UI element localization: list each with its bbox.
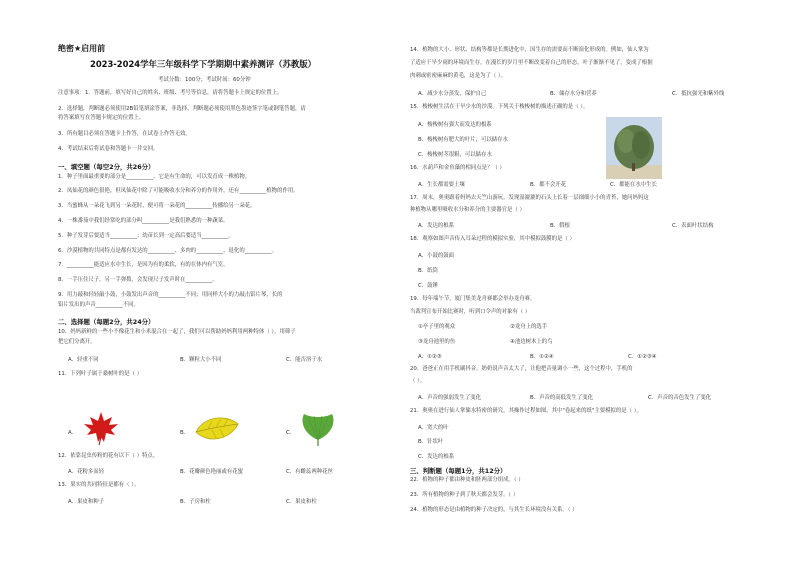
option-c[interactable]: C．表面叶状结构 <box>672 223 714 229</box>
option-c[interactable]: C．发达的根系 <box>418 454 455 460</box>
option-c[interactable]: C．抵抗强光和紫外线 <box>672 91 725 97</box>
question-line: （ ）。 <box>410 378 426 384</box>
question-line: 13．果实的共同特征是都有（ ）。 <box>58 482 140 488</box>
option-b[interactable]: B． <box>180 430 190 436</box>
question-line: 20．爸爸正在用手机刷抖音，奶奶说声音太大了，让他把音量调小一些，这个过程中，手机的 <box>410 366 633 372</box>
option-c[interactable]: C．声音的音色发生了变化 <box>648 395 712 401</box>
question-line: 24．植物的形态是由植物的种子决定的，与其生长环境没有关系。（ ） <box>410 507 578 513</box>
question-line: 14．植物的大小、形状、结构等都是长期进化中，因生存的需要而不断演化形成的。例如，仙人掌为 <box>410 47 649 53</box>
section-title-judge: 三、判断题（每题1分，共12分） <box>410 467 507 475</box>
option-a[interactable]: A．轻重不同 <box>68 357 99 363</box>
option-b[interactable]: B．花瓣颜色艳丽或有花蜜 <box>180 469 243 475</box>
exam-title: 2023-2024学年三年级科学下学期期中素养测评（苏教版） <box>90 59 316 69</box>
option-c[interactable]: C．有雌蕊两种花丝 <box>286 469 333 475</box>
question-line: 2．凤仙花的颜色很艳，但凤仙花中除了可能吸收水分和养分的作用外，还有__________植物的作用。 <box>58 188 299 194</box>
option-b[interactable]: B．储存水分和营养 <box>550 91 597 97</box>
question-line: 了适应干旱少雨的环境而生存，在漫长的岁月里不断改变着自己的形态，叶子渐渐不见了，变成了根据 <box>410 60 653 66</box>
question-line: 1．种子里面最重要的部分是__________，它是有生命的，可以发育成一株植物。 <box>58 174 251 180</box>
question-line: 16．水葫芦和金鱼藻的相同点是？（ ） <box>410 165 505 171</box>
secret-mark: 绝密★启用前 <box>58 44 106 53</box>
question-line: 21．奥奥在进行仙人掌储水特密的研究，其操作过程如图，其中"卷起来的纸"主要模拟的是（ ）。 <box>410 408 642 414</box>
question-line: 19．每年端午节，厦门集美龙舟赛都会举办龙舟赛， <box>410 296 536 302</box>
option-a[interactable]: A．生长都需要土壤 <box>418 182 465 188</box>
option-a[interactable]: A．声音的强弱发生了变化 <box>418 395 481 401</box>
saxaul-tree-image <box>606 117 662 179</box>
question-line: 17．周末，奥奥跟着妈妈去天竺山游玩，发现湿漉漉的石头上长着一层细细小小的青苔，她问妈妈这 <box>410 195 649 201</box>
option-b[interactable]: B．针状叶 <box>418 439 444 445</box>
option-c[interactable]: C．都能在水中生长 <box>610 182 657 188</box>
question-line: 18．观察如图声音传入耳朵过程的模拟实验，其中模拟鼓膜的是（ ） <box>410 236 575 242</box>
question-line: 4．一株番茄中我们经常吃的部分叫__________是我们熟悉的一种蔬菜。 <box>58 218 229 224</box>
question-line: 7．__________能适应水中生长，是因为有的柔软，有的在体内有气室。 <box>58 262 229 268</box>
question-line: 10．妈妈新鲜的一些小不像花生和小米混合在一起了，我们可以帮助妈妈利用两种特体（ ），用筛子 <box>58 329 296 335</box>
yellow-leaf-icon <box>194 414 240 444</box>
statement-item: ③龙舟池里的鱼 <box>418 339 456 345</box>
option-b[interactable]: B．声音的高低发生了变化 <box>530 395 593 401</box>
option-c[interactable]: C．①②③④ <box>628 354 657 360</box>
option-a[interactable]: A．发达的根系 <box>418 223 455 229</box>
option-b[interactable]: B．①②④ <box>530 354 554 360</box>
section-title-fill: 一、填空题（每空2分，共26分） <box>58 163 155 171</box>
option-a[interactable]: A．梭梭树有强大而发达的根系 <box>418 122 492 128</box>
option-a[interactable]: A．①②③ <box>418 354 442 360</box>
question-line: 22．植物的种子都由种皮和胚两部分组成。（ ） <box>410 477 524 483</box>
option-c[interactable]: C．能否溶于水 <box>286 357 323 363</box>
note-line: 3．所有题目必须在答题卡上作答，在试卷上作答无效。 <box>58 131 191 137</box>
option-a[interactable]: A． <box>68 430 78 436</box>
question-line: 15．梭梭树生活在干旱少水的沙漠。下列关于梭梭树的描述正确的是（ ）。 <box>410 104 589 110</box>
option-c[interactable]: C． <box>286 430 296 436</box>
question-line: 种植物从哪里吸收水分和养分的主要器官是（ ） <box>410 207 525 213</box>
question-line: 3．当蜜蜂从一朵花飞到另一朵花时，便可将一朵花的__________传播给另一朵花。 <box>58 203 256 209</box>
question-line: 6．沙漠植物的共同特点是都有发达的__________、多肉的__________、退化的__________。 <box>58 248 278 254</box>
option-b[interactable]: B．梭梭树有肥大的叶片，可以储存水 <box>418 137 508 143</box>
question-line: 9．用力敲和轻轻敲小鼓，小鼓发出声音的__________不同；用同样大小的力敲击铝片琴，长的 <box>58 292 283 298</box>
option-a[interactable]: A．宽大的叶 <box>418 425 449 431</box>
question-line: 5．种子发芽后要适当__________；幼苗长到一定高后要适当__________。 <box>58 233 234 239</box>
question-line: 肉刺或密密麻麻的黄毛，这是为了（ ）。 <box>410 73 507 79</box>
option-c[interactable]: C．果皮和柱 <box>286 499 317 505</box>
option-c[interactable]: C．鼓锤 <box>418 283 438 289</box>
option-b[interactable]: B．都不会开花 <box>530 182 567 188</box>
exam-info: 考试分数：100分；考试时间：60分钟 <box>158 77 251 83</box>
option-a[interactable]: A．小鼓的鼓面 <box>418 253 455 259</box>
maple-leaf-icon <box>82 410 120 446</box>
statement-item: ①亭子里的观众 <box>418 324 456 330</box>
note-line: 2．选择题，判断题必须使用2B铅笔填涂答案，非选择、判断题必须使用黑色墨迹签字笔或钢笔答题，请 <box>58 106 306 112</box>
question-line: 12．依靠昆虫传粉的花有以下（ ）特点。 <box>58 453 159 459</box>
question-line: 8．一手压住尺子，另一手弹拨，会发现尺子发声时在__________。 <box>58 277 218 283</box>
question-line: 11．下列叶子属于桑树叶的是（ ） <box>58 371 143 377</box>
note-line: 4．考试结束后将试卷和答题卡一并交回。 <box>58 146 159 152</box>
option-c[interactable]: C．梭梭树茎很粗，可以储存水 <box>418 152 492 158</box>
statement-item: ④池边树木上的鸟 <box>510 339 553 345</box>
question-line: 把它们分离开。 <box>58 339 96 345</box>
option-b[interactable]: B．颗粒大小不同 <box>180 357 222 363</box>
option-a[interactable]: A．花粉多而轻 <box>68 469 105 475</box>
option-b[interactable]: B．子房和柱 <box>180 499 211 505</box>
note-line: 注意事项：1．答题前，填写好自己的姓名、班级、考号等信息，请将答题卡上规定的位置上。 <box>58 90 283 96</box>
option-a[interactable]: A．减少水分蒸发，保护自己 <box>418 91 487 97</box>
option-a[interactable]: A．果皮和种子 <box>68 499 105 505</box>
option-b[interactable]: B．假根 <box>550 223 570 229</box>
question-line: 铝片发出的声音__________不同。 <box>58 302 139 308</box>
question-line: 23．所有植物的种子到了秋天都会发芽。（ ） <box>410 492 519 498</box>
section-title-choice: 二、选择题（每题2分，共24分） <box>58 318 155 326</box>
statement-item: ②龙舟上的选手 <box>510 324 548 330</box>
option-b[interactable]: B．纸筒 <box>418 268 438 274</box>
ginkgo-leaf-icon <box>298 410 338 446</box>
note-line: 将答案填写在答题卡规定的位置上。 <box>58 115 145 121</box>
question-line: 当裁判宣布开始比赛时，听到口令声的对象有（ ） <box>410 309 531 315</box>
